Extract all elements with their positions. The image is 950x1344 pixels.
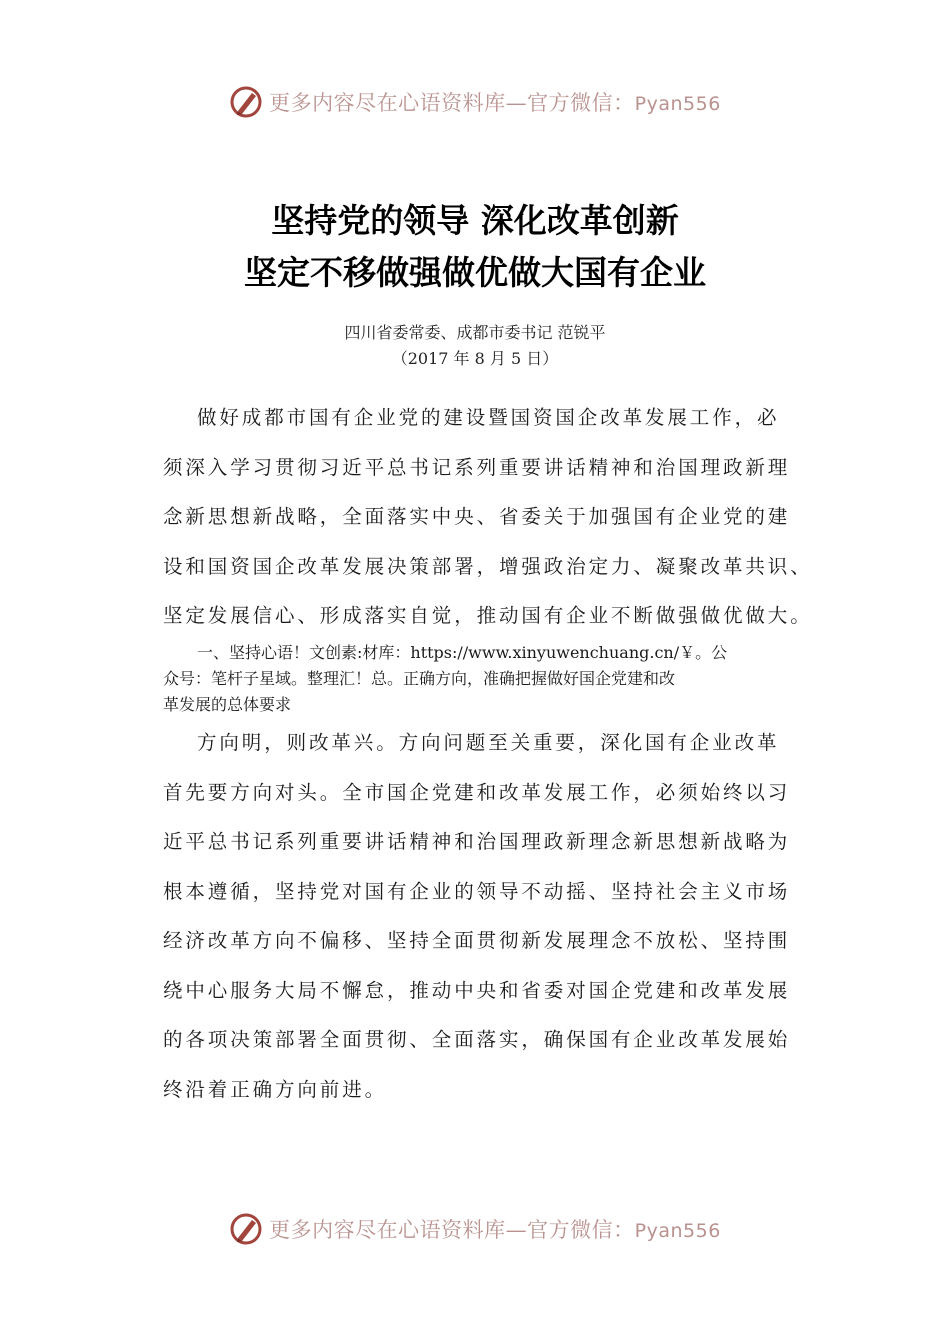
- header-banner: [0, 82, 950, 122]
- paragraph-direction: [163, 718, 793, 1114]
- text-line: 方向明，则改革兴。方向问题至关重要，深化国有企业改革: [197, 731, 780, 754]
- author-line: 四川省委常委、成都市委书记 范锐平: [344, 323, 606, 342]
- text-line: 近平总书记系列重要讲话精神和治国理政新理念新思想新战略为: [163, 830, 791, 853]
- pen-logo-icon: [229, 85, 263, 119]
- banner-text: 更多内容尽在心语资料库—官方微信：Pyan556: [269, 1218, 721, 1242]
- text-line: 经济改革方向不偏移、坚持全面贯彻新发展理念不放松、坚持围: [163, 929, 791, 952]
- wechat-id: Pyan556: [634, 93, 721, 115]
- text-line: 须深入学习贯彻习近平总书记系列重要讲话精神和治国理政新理: [163, 455, 791, 479]
- heading-line: 众号：笔杆子星域。整理汇！总。正确方向，准确把握做好国企党建和改: [163, 669, 676, 688]
- heading-line: 一、坚持心语！文创素:材库：https://www.xinyuwenchuang.cn/￥。公: [197, 643, 728, 662]
- pen-logo-icon: [229, 1212, 263, 1246]
- text-line: 根本遵循，坚持党对国有企业的领导不动摇、坚持社会主义市场: [163, 879, 791, 903]
- text-line: 做好成都市国有企业党的建设暨国资国企改革发展工作，必: [197, 406, 780, 429]
- date-line: （2017 年 8 月 5 日）: [391, 349, 559, 368]
- text-line: 的各项决策部署全面贯彻、全面落实，确保国有企业改革发展始: [163, 1028, 791, 1051]
- section-heading: [163, 640, 793, 718]
- banner-text: 更多内容尽在心语资料库—官方微信：Pyan556: [269, 91, 721, 115]
- page-title-line-2: 坚定不移做强做优做大国有企业: [244, 253, 706, 292]
- text-line: 念新思想新战略，全面落实中央、省委关于加强国有企业党的建: [163, 505, 791, 528]
- text-line: 首先要方向对头。全市国企党建和改革发展工作，必须始终以习: [163, 780, 791, 804]
- paragraph-intro: [163, 393, 813, 641]
- footer-banner: [0, 1209, 950, 1249]
- page-title-line-1: 坚持党的领导 深化改革创新: [271, 201, 679, 240]
- wechat-id: Pyan556: [634, 1220, 721, 1242]
- heading-line: 革发展的总体要求: [163, 695, 292, 714]
- text-line: 终沿着正确方向前进。: [163, 1077, 388, 1101]
- text-line: 绕中心服务大局不懈怠，推动中央和省委对国企党建和改革发展: [163, 978, 791, 1002]
- text-line: 设和国资国企改革发展决策部署，增强政治定力、凝聚改革共识、: [163, 554, 813, 578]
- text-line: 坚定发展信心、形成落实自觉，推动国有企业不断做强做优做大。: [163, 604, 813, 627]
